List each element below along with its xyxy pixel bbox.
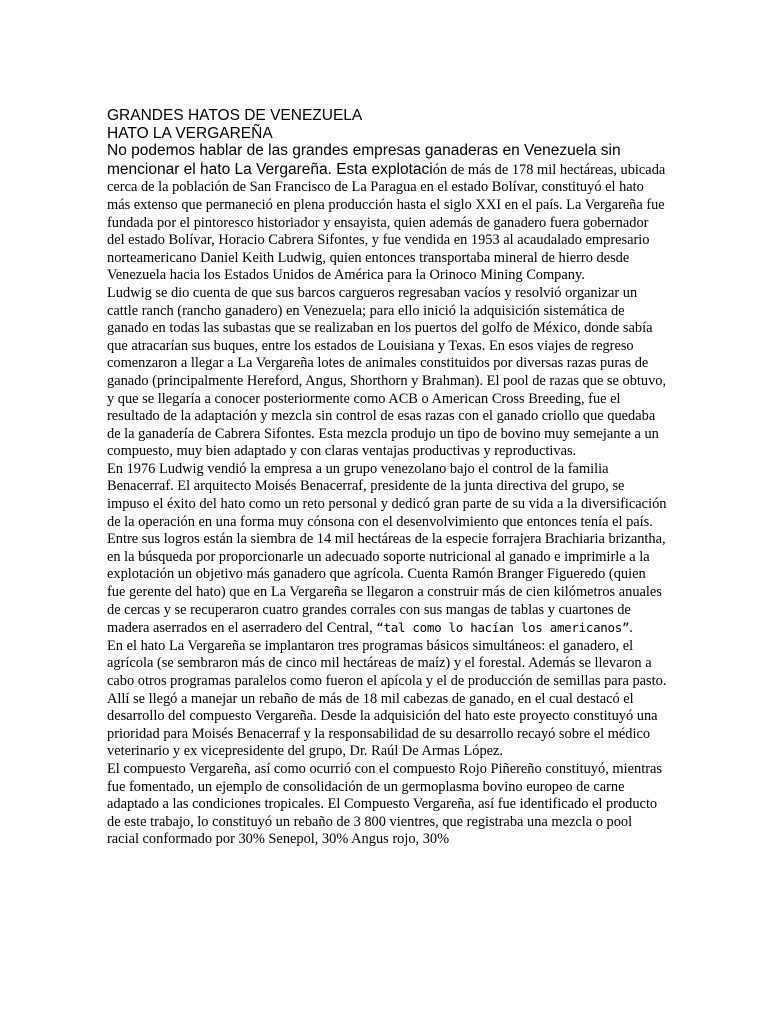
- quote-text: “tal como lo hacían los americanos”: [376, 620, 630, 636]
- title-line-2: HATO LA VERGAREÑA: [107, 124, 273, 142]
- title-line-1: GRANDES HATOS DE VENEZUELA: [107, 107, 363, 124]
- intro-sans-text: No podemos hablar de las grandes empresas ganaderas en Venezuela sin mencionar el hato La Vergareña. Esta explotaci: [107, 142, 621, 178]
- paragraph-compuesto: El compuesto Vergareña, así como ocurrió con el compuesto Rojo Piñereño constituyó, mientras fue fomentado, un ejemplo de consolidación de un germoplasma bovino europeo de carne adaptado a las condiciones tropicales. El Compuesto Vergareña, así fue identificado el producto de este trabajo, lo constituyó un rebaño de 3 800 vientres, que registraba una mezcla o pool racial conformado por 30% Senepol, 30% Angus rojo, 30%: [107, 760, 662, 848]
- intro-serif-text: ón de más de 178 mil hectáreas, ubicada cerca de la población de San Francisco de La Paragua en el estado Bolívar, constituyó el hato más extenso que permaneció en plena producción hasta el siglo XXI en el país. La Vergareña fue fundada por el pintoresco historiador y ensayista, quien además de ganadero fuera gobernador del estado Bolívar, Horacio Cabrera Sifontes, y fue vendida en 1953 al acaudalado empresario norteamericano Daniel Keith Ludwig, quien entonces transportaba mineral de hierro desde Venezuela hacia los Estados Unidos de América para la Orinoco Mining Company.: [107, 161, 666, 284]
- document-title: [107, 107, 667, 142]
- paragraph-benacerraf-end: .: [629, 620, 633, 637]
- paragraph-ludwig: Ludwig se dio cuenta de que sus barcos cargueros regresaban vacíos y resolvió organizar un cattle ranch (rancho ganadero) en Venezuela; para ello inició la adquisición sistemática de ganado en todas las subastas que se realizaban en los puertos del golfo de México, donde sabía que atracarían sus buques, entre los estados de Louisiana y Texas. En esos viajes de regreso comenzaron a llegar a La Vergareña lotes de animales constituidos por diversas razas puras de ganado (principalmente Hereford, Angus, Shorthorn y Brahman). El pool de razas que se obtuvo, y que se llegaría a conocer posteriormente como ACB o American Cross Breeding, fue el resultado de la adaptación y mezcla sin control de esas razas con el ganado criollo que quedaba de la ganadería de Cabrera Sifontes. Esta mezcla produjo un tipo de bovino muy semejante a un compuesto, muy bien adaptado y con claras ventajas productivas y reproductivas.: [107, 284, 667, 460]
- paragraph-programs: En el hato La Vergareña se implantaron tres programas básicos simultáneos: el ganadero, el agrícola (se sembraron más de cinco mil hectáreas de maíz) y el forestal. Además se llevaron a cabo otros programas paralelos como fueron el apícola y el de producción de semillas para pasto. Allí se llegó a manejar un rebaño de más de 18 mil cabezas de ganado, en el cual destacó el desarrollo del compuesto Vergareña. Desde la adquisición del hato este proyecto constituyó una prioridad para Moisés Benacerraf y la responsabilidad de su desarrollo recayó sobre el médico veterinario y ex vicepresidente del grupo, Dr. Raúl De Armas López.: [107, 637, 667, 760]
- paragraph-benacerraf: [107, 461, 667, 638]
- paragraph-intro: [107, 142, 667, 285]
- paragraph-benacerraf-text: En 1976 Ludwig vendió la empresa a un grupo venezolano bajo el control de la familia Benacerraf. El arquitecto Moisés Benacerraf, presidente de la junta directiva del grupo, se impuso el éxito del hato como un reto personal y dedicó gran parte de su vida a la diversificación de la operación en una forma muy cónsona con el desenvolvimiento que entonces tenía el país. Entre sus logros están la siembra de 14 mil hectáreas de la especie forrajera Brachiaria brizantha, en la búsqueda por proporcionarle un adecuado soporte nutricional al ganado e imprimirle a la explotación un objetivo más ganadero que agrícola. Cuenta Ramón Branger Figueredo (quien fue gerente del hato) que en La Vergareña se llegaron a construir más de cien kilómetros anuales de cercas y se recuperaron cuatro grandes corrales con sus mangas de tablas y cuartones de madera aserrados en el aserradero del Central,: [107, 460, 667, 637]
- document-page: [107, 107, 667, 849]
